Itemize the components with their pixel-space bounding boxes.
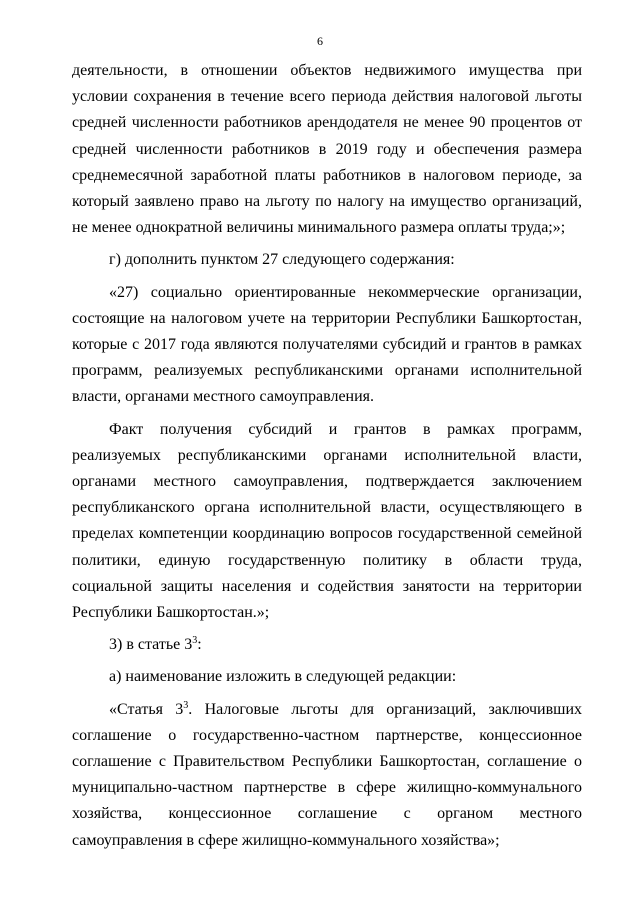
article-title-superscript: 3 [183, 699, 189, 711]
paragraph-continuation: деятельности, в отношении объектов недвижимого имущества при условии сохранения в течение всего периода действия налоговой льготы средней численности работников арендодателя не менее 90 процентов от средней численности работников в 2019 году и обеспечения размера среднемесячной заработной платы работников в налоговом периоде, за который заявлено право на льготу по налогу на имущество организаций, не менее однократной величины минимального размера оплаты труда;»; [72, 62, 582, 237]
article-superscript: 3 [192, 635, 198, 647]
page-number: 6 [317, 34, 323, 48]
paragraph-article-title [72, 697, 582, 854]
paragraph-fact-of-receipt: Факт получения субсидий и грантов в рамках программ, реализуемых республиканскими органами исполнительной власти, органами местного самоуправления, подтверждается заключением республиканского органа исполнительной власти, осуществляющего в пределах компетенции координацию вопросов государственной семейной политики, единую государственную политику в области труда, социальной защиты населения и содействия занятости на территории Республики Башкортостан.»; [72, 420, 582, 622]
article-amendment-colon: : [197, 636, 202, 654]
paragraph-item-g: г) дополнить пунктом 27 следующего содержания: [109, 251, 455, 269]
article-amendment-text: 3) в статье 3 [109, 636, 193, 654]
document-body [72, 58, 582, 854]
article-title-text: . Налоговые льготы для организаций, заключивших соглашение о государственно-частном партнерстве, концессионное соглашение с Правительством Республики Башкортостан, соглашение о муниципально-частном партнерстве в сфере жилищно-коммунального хозяйства, концессионное соглашение с органом местного самоуправления в сфере жилищно-коммунального хозяйства»; [72, 700, 583, 849]
paragraph-article-amendment [72, 632, 582, 658]
paragraph-item-a: а) наименование изложить в следующей редакции: [109, 668, 457, 686]
article-title-start: «Статья 3 [109, 700, 184, 718]
paragraph-point-27: «27) социально ориентированные некоммерческие организации, состоящие на налоговом учете на территории Республики Башкортостан, которые с 2017 года являются получателями субсидий и грантов в рамках программ, реализуемых республиканскими органами исполнительной власти, органами местного самоуправления. [72, 283, 582, 406]
